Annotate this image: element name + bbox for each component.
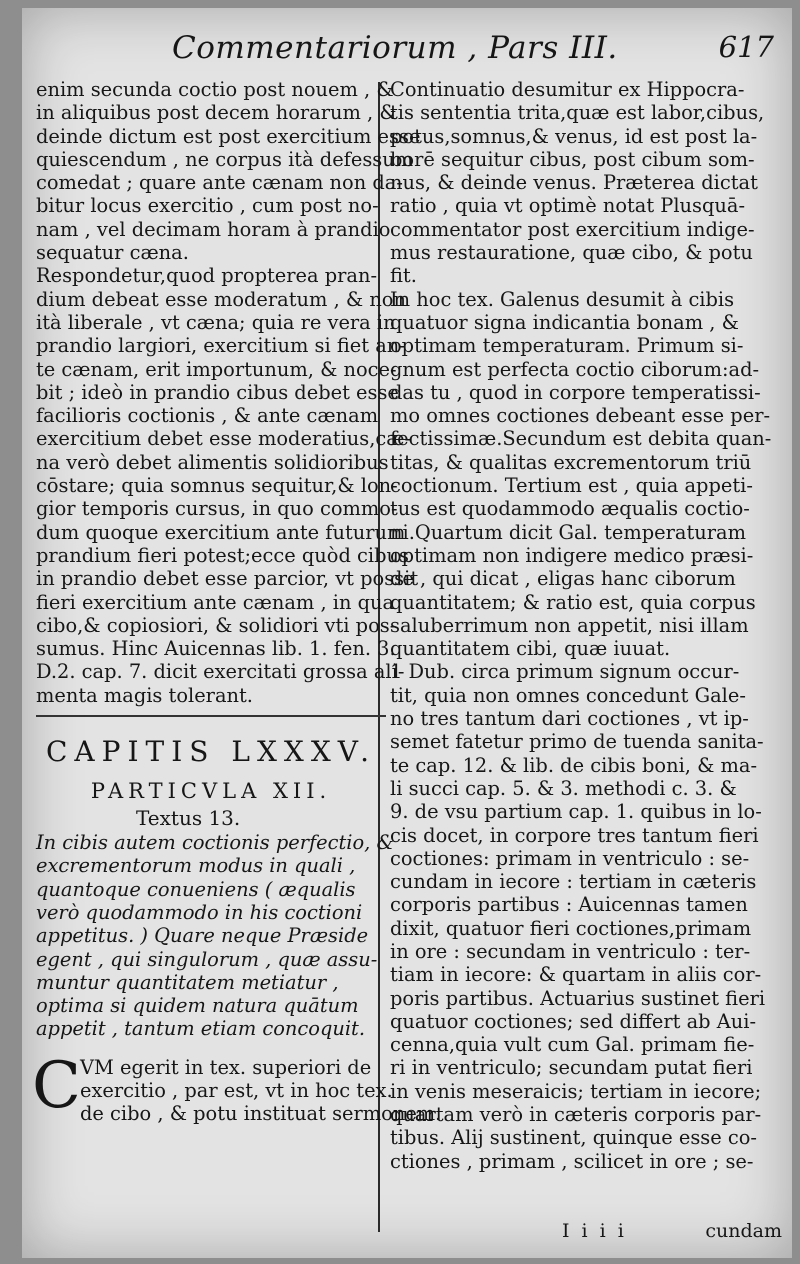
text-line: in aliquibus post decem horarum , & <box>36 101 397 125</box>
text-line: mo omnes coctiones debeant esse per- <box>390 404 771 428</box>
text-line: de , qui dicat , eligas hanc ciborum <box>390 567 736 591</box>
text-line: na verò debet alimentis solidioribus <box>36 450 389 474</box>
text-line: poris partibus. Actuarius sustinet fieri <box>390 986 766 1010</box>
text-line: bit ; ideò in prandio cibus debet esse <box>36 380 399 404</box>
text-line: fieri exercitium ante cænam , in qua <box>36 590 395 614</box>
text-line: optimam non indigere medico præsi- <box>390 543 754 567</box>
text-line: appetitus. ) Quare neque Præside <box>36 924 369 948</box>
text-line: optima si quidem natura quātum <box>36 994 359 1018</box>
text-line: dixit, quatuor fieri coctiones,primam <box>390 916 752 940</box>
text-line: quiescendum , ne corpus ità defessum <box>36 147 414 171</box>
text-line: borē sequitur cibus, post cibum som- <box>390 147 755 171</box>
text-line: sumus. Hinc Auicennas lib. 1. fen. 3. <box>36 637 396 661</box>
text-line: cundam in iecore : tertiam in cæteris <box>390 870 757 894</box>
text-line: dum quoque exercitium ante futurum <box>36 520 406 544</box>
text-line: corporis partibus : Auicennas tamen <box>390 893 748 917</box>
text-line: exercitium debet esse moderatius,cæ- <box>36 427 412 451</box>
text-line: saluberrimum non appetit, nisi illam <box>390 613 749 637</box>
text-line: quantitatem cibi, quæ iuuat. <box>390 637 671 661</box>
text-line: quatuor coctiones; sed differt ab Aui- <box>390 1009 756 1033</box>
text-line: ratio , quia vt optimè notat Plusquā- <box>390 194 746 218</box>
chapter-heading: CAPITIS LXXXV. <box>46 735 376 769</box>
text-line: dium debeat esse moderatum , & non <box>36 287 406 311</box>
right-column <box>390 78 775 1173</box>
section-rule <box>36 715 386 717</box>
text-line: li succi cap. 5. & 3. methodi c. 3. & <box>390 776 737 800</box>
text-line: bitur locus exercitio , cum post no- <box>36 194 379 218</box>
book-page <box>22 8 792 1258</box>
text-line: cis docet, in corpore tres tantum fieri <box>390 823 759 847</box>
text-line: Continuatio desumitur ex Hippocra- <box>390 78 745 101</box>
text-line: 1 Dub. circa primum signum occur- <box>390 660 740 684</box>
text-line: ni.Quartum dicit Gal. temperaturam <box>390 520 746 544</box>
text-line: cenna,quia vult cum Gal. primam fie- <box>390 1033 755 1057</box>
text-line: quantoque conueniens ( æqualis <box>36 877 356 901</box>
text-line: in venis meseraicis; tertiam in iecore; <box>390 1079 762 1103</box>
text-line: coctionum. Tertium est , quia appeti- <box>390 474 753 498</box>
text-line: prandium fieri potest;ecce quòd cibus <box>36 543 409 567</box>
quoted-text <box>36 831 394 1041</box>
text-line: verò quodammodo in his coctioni <box>36 900 363 924</box>
text-line: gnum est perfecta coctio ciborum:ad- <box>390 357 760 381</box>
page-number: 617 <box>718 30 774 64</box>
text-line: deinde dictum est post exercitium esse <box>36 124 421 148</box>
text-line: nam , vel decimam horam à prandio <box>36 217 391 241</box>
text-line: ctiones , primam , scilicet in ore ; se- <box>390 1149 754 1173</box>
text-line: nus, & deinde venus. Præterea dictat <box>390 171 758 195</box>
text-line: mus restauratione, quæ cibo, & potu <box>390 241 753 265</box>
text-line: in ore : secundam in ventriculo : ter- <box>390 939 751 963</box>
text-line: egent , qui singulorum , quæ assu- <box>36 947 378 971</box>
text-line: tibus. Alij sustinent, quinque esse co- <box>390 1126 757 1150</box>
text-line: fectissimæ.Secundum est debita quan- <box>390 427 772 451</box>
text-line: cōstare; quia somnus sequitur,& lon- <box>36 474 398 498</box>
text-line: enim secunda coctio post nouem , & <box>36 78 394 101</box>
text-line: quatuor signa indicantia bonam , & <box>390 310 739 334</box>
running-title: Commentariorum , Pars III. <box>172 30 618 66</box>
text-line: fit. <box>390 264 417 288</box>
text-line: commentator post exercitium indige- <box>390 217 755 241</box>
text-line: comedat ; quare ante cænam non da- <box>36 171 403 195</box>
text-line: optimam temperaturam. Primum si- <box>390 334 744 358</box>
right-column-body <box>390 78 775 1173</box>
text-line: titas, & qualitas excrementorum triū <box>390 450 752 474</box>
page-header <box>22 30 792 80</box>
text-line: In cibis autem coctionis perfectio, & <box>36 831 394 855</box>
text-line: gior temporis cursus, in quo commo- <box>36 497 398 521</box>
textus-heading: Textus 13. <box>136 806 241 831</box>
text-line: tit, quia non omnes concedunt Gale- <box>390 683 746 707</box>
text-line: prandio largiori, exercitium si fiet an- <box>36 334 406 358</box>
text-line: te cap. 12. & lib. de cibis boni, & ma- <box>390 753 758 777</box>
text-line: coctiones: primam in ventriculo : se- <box>390 846 750 870</box>
text-line: quartam verò in cæteris corporis par- <box>390 1103 762 1127</box>
commentary-opening <box>32 1048 442 1126</box>
text-line: ità liberale , vt cæna; quia re vera in <box>36 310 396 334</box>
text-line: de cibo , & potu instituat sermonem. <box>80 1102 442 1126</box>
text-line: tus est quodammodo æqualis coctio- <box>390 497 750 521</box>
text-line: facilioris coctionis , & ante cænam <box>36 404 379 428</box>
text-line: excrementorum modus in quali , <box>36 854 356 878</box>
text-line: no tres tantum dari coctiones , vt ip- <box>390 707 749 731</box>
text-line: tis sententia trita,quæ est labor,cibus, <box>390 101 765 125</box>
text-line: exercitio , par est, vt in hoc tex. <box>80 1078 393 1102</box>
text-line: semet fatetur primo de tuenda sanita- <box>390 730 764 754</box>
text-line: ri in ventriculo; secundam putat fieri <box>390 1056 753 1080</box>
text-line: potus,somnus,& venus, id est post la- <box>390 124 758 148</box>
text-line: quantitatem; & ratio est, quia corpus <box>390 590 756 614</box>
text-line: VM egerit in tex. superiori de <box>80 1055 372 1079</box>
text-line: in prandio debet esse parcior, vt possit <box>36 567 419 591</box>
drop-cap: C <box>32 1048 81 1123</box>
text-line: muntur quantitatem metiatur , <box>36 970 339 994</box>
commentary-opening-text <box>36 1055 442 1126</box>
text-line: tiam in iecore: & quartam in aliis cor- <box>390 963 762 987</box>
text-line: appetit , tantum etiam concoquit. <box>36 1017 366 1041</box>
particula-heading: PARTICVLA XII. <box>90 779 332 804</box>
text-line: das tu , quod in corpore temperatissi- <box>390 380 761 404</box>
text-line: Respondetur,quod propterea pran- <box>36 264 378 288</box>
signature-mark: I i i i <box>562 1220 627 1242</box>
text-line: sequatur cæna. <box>36 241 189 265</box>
catchword: cundam <box>705 1220 782 1242</box>
text-line: cibo,& copiosiori, & solidiori vti pos- <box>36 613 397 637</box>
text-line: te cænam, erit importunum, & noce- <box>36 357 397 381</box>
text-line: menta magis tolerant. <box>36 683 253 707</box>
text-line: D.2. cap. 7. dicit exercitati grossa ali- <box>36 660 405 684</box>
text-line: 9. de vsu partium cap. 1. quibus in lo- <box>390 800 762 824</box>
text-line: In hoc tex. Galenus desumit à cibis <box>390 287 735 311</box>
